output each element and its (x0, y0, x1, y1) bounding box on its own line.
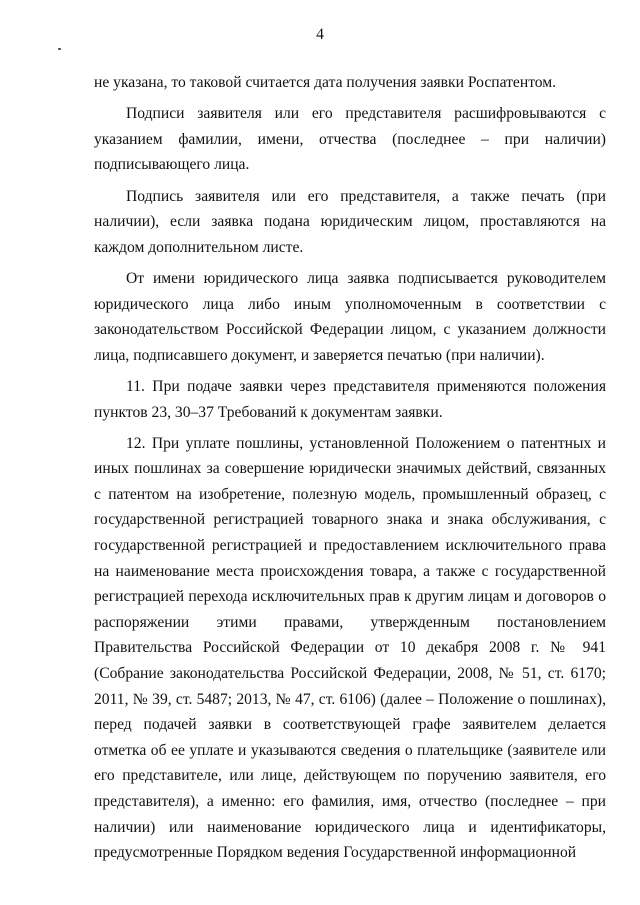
page-number: 4 (316, 26, 324, 43)
scan-speck (58, 48, 61, 50)
document-body (94, 70, 606, 871)
paragraph-signature-seal: Подпись заявителя или его представителя, а также печать (при наличии), если заявка подана юридическим лицом, проставляются на каждом дополнительном листе. (94, 187, 606, 256)
paragraph-signature-decoding: Подписи заявителя или его представителя расшифровываются с указанием фамилии, имени, отчества (последнее – при наличии) подписывающего лица. (94, 105, 606, 174)
paragraph-continuation: не указана, то таковой считается дата получения заявки Роспатентом. (94, 74, 557, 91)
paragraph-item-12: 12. При уплате пошлины, установленной Положением о патентных и иных пошлинах за совершение юридически значимых действий, связанных с патентом на изобретение, полезную модель, промышленный образец, с государственной регистрацией товарного знака и знака обслуживания, с государственной регистрацией и предоставлением исключительного права на наименование места происхождения товара, а также с государственной регистрацией перехода исключительных прав к другим лицам и договоров о распоряжении этими правами, утвержденным постановлением Правительства Российской Федерации от 10 декабря 2008 г. № 941 (Собрание законодательства Российской Федерации, 2008, № 51, ст. 6170; 2011, № 39, ст. 5487; 2013, № 47, ст. 6106) (далее – Положение о пошлинах), перед подачей заявки в соответствующей графе заявителем делается отметка об ее уплате и указываются сведения о плательщике (заявителе или его представителе, или лице, действующем по поручению заявителя, его представителя), а именно: его фамилия, имя, отчество (последнее – при наличии) или наименование юридического лица и идентификаторы, предусмотренные Порядком ведения Государственной информационной (94, 434, 606, 862)
paragraph-item-11: 11. При подаче заявки через представителя применяются положения пунктов 23, 30–37 Требований к документам заявки. (94, 377, 606, 421)
paragraph-legal-entity-signature: От имени юридического лица заявка подписывается руководителем юридического лица либо иным уполномоченным в соответствии с законодательством Российской Федерации лицом, с указанием должности лица, подписавшего документ, и заверяется печатью (при наличии). (94, 269, 606, 364)
